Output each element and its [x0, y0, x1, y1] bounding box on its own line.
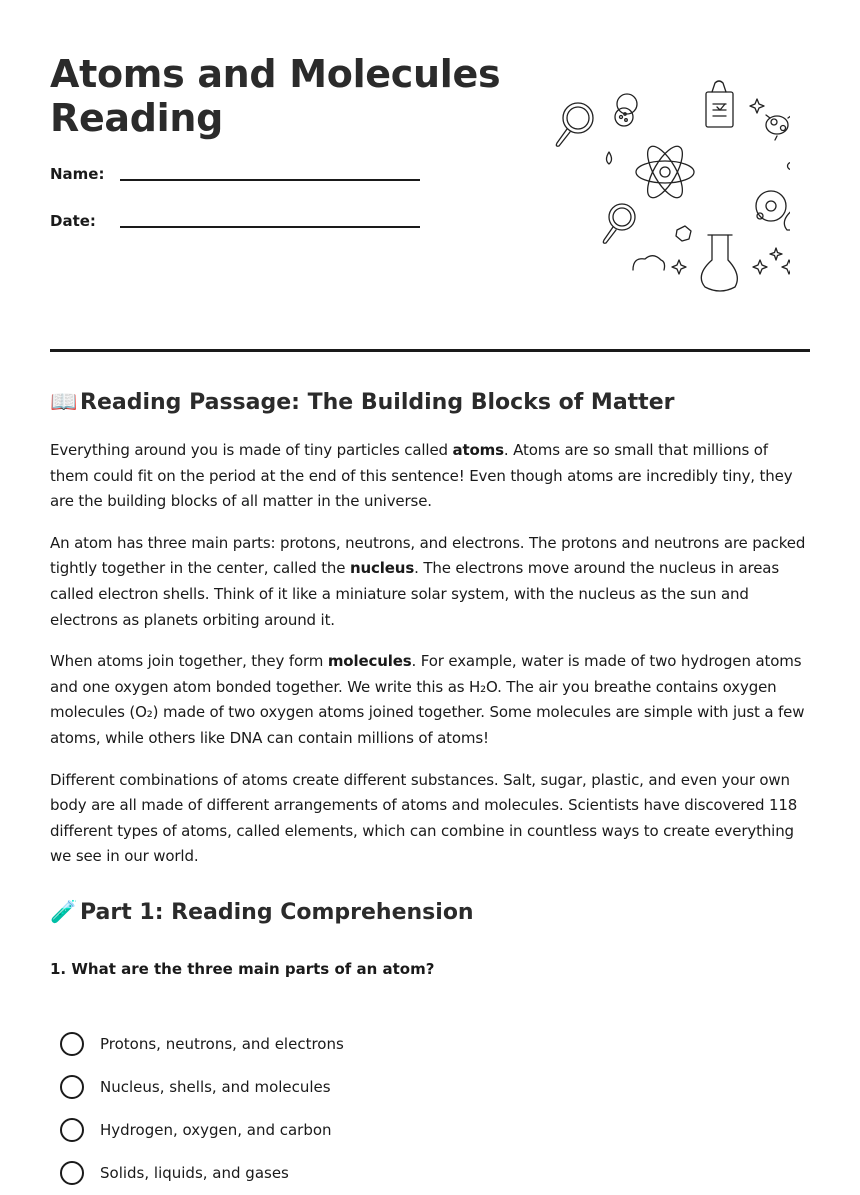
- title-line-1: Atoms and Molecules: [50, 52, 501, 96]
- title-line-2: Reading: [50, 96, 224, 140]
- option-d[interactable]: [60, 1152, 810, 1195]
- question-1: 1. What are the three main parts of an atom?: [50, 959, 435, 978]
- flask-icon: [784, 184, 790, 230]
- radio-circle[interactable]: [60, 1161, 84, 1185]
- name-write-line[interactable]: [120, 179, 420, 181]
- magnifier-icon-2: [603, 204, 635, 243]
- cloud-icon: [633, 256, 665, 270]
- p2-bold-term: nucleus: [349, 559, 415, 578]
- worksheet-body: [50, 386, 810, 1195]
- question-1-options: [50, 1023, 810, 1195]
- radio-circle[interactable]: [60, 1075, 84, 1099]
- droplet-icon: [607, 152, 612, 164]
- atom-icon: [636, 141, 694, 202]
- date-label: Date:: [50, 212, 96, 230]
- passage-paragraph-1: [50, 438, 810, 515]
- option-label: Solids, liquids, and gases: [100, 1164, 289, 1183]
- orbit-icon: [756, 191, 786, 221]
- option-label: Nucleus, shells, and molecules: [100, 1078, 331, 1097]
- radio-circle[interactable]: [60, 1032, 84, 1056]
- part1-heading-text: Part 1: Reading Comprehension: [80, 899, 474, 925]
- open-book-icon: 📖: [50, 390, 78, 415]
- radio-circle[interactable]: [60, 1118, 84, 1142]
- option-label: Hydrogen, oxygen, and carbon: [100, 1121, 332, 1140]
- option-label: Protons, neutrons, and electrons: [100, 1035, 344, 1054]
- p2-text-a: An atom has three main parts: protons, neutrons, and electrons. The protons and neutrons are packed tightly together in the center, called the: [50, 533, 806, 578]
- p3-text-c: . For example, water is made of two hydrogen atoms and one oxygen atom bonded together. We write this as H₂O. The air you breathe contains oxygen molecules (O₂) made of two oxygen atoms joined together. Some molecules are simple with just a few atoms, while others like DNA can contain millions of atoms!: [50, 652, 805, 747]
- option-b[interactable]: [60, 1066, 810, 1109]
- p2-text-c: . The electrons move around the nucleus in areas called electron shells. Think of it like a miniature solar system, with the nucleus as the sun and electrons as planets orbiting around it.: [50, 559, 779, 629]
- passage-paragraph-2: [50, 531, 810, 633]
- option-c[interactable]: [60, 1109, 810, 1152]
- passage-heading: [50, 386, 810, 420]
- flask-icon-2: [701, 235, 737, 291]
- option-a[interactable]: [60, 1023, 810, 1066]
- header-divider: [50, 349, 810, 352]
- p1-text-a: Everything around you is made of tiny particles called: [50, 441, 453, 459]
- passage-paragraph-4: Different combinations of atoms create different substances. Salt, sugar, plastic, and even your own body are all made of different arrangements of atoms and molecules. Scientists have discovered 118 different types of atoms, called elements, which can combine in countless ways to create everything we see in our world.: [50, 770, 798, 866]
- worksheet-title: [50, 52, 520, 140]
- clipboard-icon: [706, 81, 733, 127]
- test-tube-icon: 🧪: [50, 899, 78, 925]
- passage-paragraph-3: [50, 649, 810, 751]
- p3-bold-term: molecules: [327, 652, 412, 671]
- p3-text-a: When atoms join together, they form: [50, 652, 328, 671]
- science-illustration-icon: [545, 80, 790, 305]
- name-label: Name:: [50, 165, 105, 183]
- passage-heading-text: Reading Passage: The Building Blocks of Matter: [80, 390, 675, 415]
- cell-icon: [766, 115, 790, 140]
- molecule-icon: [676, 226, 691, 241]
- p1-text-c: . Atoms are so small that millions of them could fit on the period at the end of this sentence! Even though atoms are incredibly tiny, they are the building blocks of all matter in the universe.: [50, 441, 793, 511]
- petri-dish-icon: [615, 94, 637, 126]
- date-write-line[interactable]: [120, 226, 420, 228]
- magnifier-icon: [556, 103, 593, 146]
- part1-heading: [50, 896, 810, 930]
- p1-bold-term: atoms: [452, 441, 504, 459]
- worksheet-header: [50, 52, 810, 302]
